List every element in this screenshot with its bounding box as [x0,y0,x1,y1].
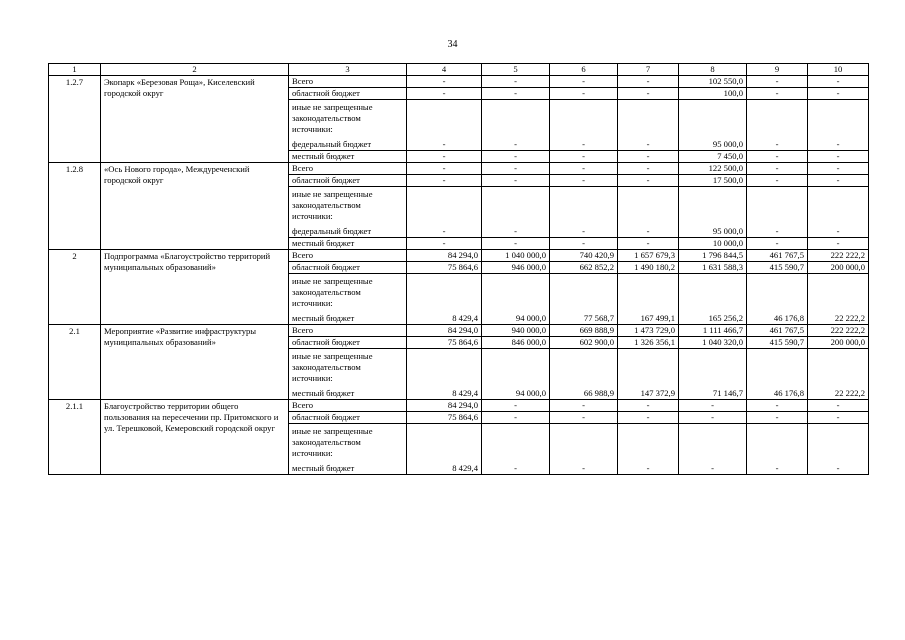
value-cell: 200 000,0 [808,262,869,274]
value-cell: - [808,238,869,250]
value-cell: - [747,400,808,412]
value-cell: - [679,400,747,412]
value-cell: 71 146,7 [679,349,747,400]
value-cell: - [407,238,482,250]
value-cell: - [747,100,808,151]
value-cell: - [618,76,679,88]
value-cell: - [808,412,869,424]
value-cell: 66 988,9 [550,349,618,400]
funding-source [289,424,407,475]
column-header: 2 [101,64,289,76]
value-cell: - [482,88,550,100]
column-header: 5 [482,64,550,76]
value-cell: 10 000,0 [679,238,747,250]
header-row [49,64,869,76]
funding-source: Всего [289,163,407,175]
value-cell: - [550,88,618,100]
value-cell: - [482,151,550,163]
value-cell: 147 372,9 [618,349,679,400]
value-cell: 222 222,2 [808,325,869,337]
funding-source: Всего [289,325,407,337]
value-cell: - [482,175,550,187]
value-cell: - [482,424,550,475]
funding-source-label: иные не запрещенные законодательством источники: [292,276,373,308]
value-cell: 8 429,4 [407,349,482,400]
table-row [49,163,869,175]
value-cell: - [618,88,679,100]
funding-source: областной бюджет [289,337,407,349]
value-cell: 1 657 679,3 [618,250,679,262]
column-header: 7 [618,64,679,76]
value-cell: 1 796 844,5 [679,250,747,262]
item-name: Подпрограмма «Благоустройство территорий муниципальных образований» [101,250,289,325]
value-cell: - [679,424,747,475]
column-header: 4 [407,64,482,76]
value-cell: - [550,238,618,250]
funding-source-label: иные не запрещенные законодательством источники: [292,351,373,383]
funding-source: областной бюджет [289,88,407,100]
value-cell: 1 040 000,0 [482,250,550,262]
value-cell: 1 473 729,0 [618,325,679,337]
funding-source-label: иные не запрещенные законодательством источники: [292,102,373,134]
value-cell: 602 900,0 [550,337,618,349]
value-cell: - [808,76,869,88]
value-cell: - [808,88,869,100]
value-cell: 84 294,0 [407,250,482,262]
value-cell: - [550,151,618,163]
funding-subsource-label: местный бюджет [292,388,355,398]
value-cell: 7 450,0 [679,151,747,163]
value-cell: 95 000,0 [679,100,747,151]
column-header: 10 [808,64,869,76]
value-cell: 22 222,2 [808,274,869,325]
value-cell: - [550,100,618,151]
value-cell: 200 000,0 [808,337,869,349]
funding-source: областной бюджет [289,175,407,187]
value-cell: 102 550,0 [679,76,747,88]
value-cell: - [482,187,550,238]
value-cell: 95 000,0 [679,187,747,238]
value-cell: - [808,187,869,238]
value-cell: - [747,151,808,163]
value-cell: 662 852,2 [550,262,618,274]
value-cell: 1 111 466,7 [679,325,747,337]
funding-source: областной бюджет [289,262,407,274]
table-row [49,250,869,262]
funding-source: Всего [289,400,407,412]
value-cell: - [808,400,869,412]
value-cell: 165 256,2 [679,274,747,325]
item-number: 2.1.1 [49,400,101,475]
table-row [49,325,869,337]
funding-subsource-label: федеральный бюджет [292,139,372,149]
value-cell: - [747,88,808,100]
value-cell: - [747,163,808,175]
value-cell: - [618,238,679,250]
value-cell: 77 568,7 [550,274,618,325]
value-cell: - [407,100,482,151]
value-cell: 415 590,7 [747,337,808,349]
value-cell: - [482,412,550,424]
item-name: Экопарк «Березовая Роща», Киселевский городской округ [101,76,289,163]
value-cell: - [618,100,679,151]
item-name: «Ось Нового города», Междуреченский городской округ [101,163,289,250]
funding-source: Всего [289,250,407,262]
value-cell: 669 888,9 [550,325,618,337]
value-cell: - [407,187,482,238]
value-cell: 946 000,0 [482,262,550,274]
value-cell: 1 631 588,3 [679,262,747,274]
value-cell: - [808,151,869,163]
value-cell: 461 767,5 [747,325,808,337]
value-cell: 94 000,0 [482,349,550,400]
value-cell: - [618,163,679,175]
item-number: 1.2.8 [49,163,101,250]
value-cell: 222 222,2 [808,250,869,262]
table-row [49,400,869,412]
value-cell: - [550,400,618,412]
value-cell: - [808,100,869,151]
value-cell: 1 040 320,0 [679,337,747,349]
value-cell: - [747,412,808,424]
column-header: 1 [49,64,101,76]
value-cell: - [550,163,618,175]
value-cell: 1 326 356,1 [618,337,679,349]
item-number: 1.2.7 [49,76,101,163]
value-cell: - [679,412,747,424]
value-cell: - [747,238,808,250]
column-header: 3 [289,64,407,76]
column-header: 6 [550,64,618,76]
value-cell: 940 000,0 [482,325,550,337]
value-cell: - [550,76,618,88]
funding-subsource-label: местный бюджет [292,313,355,323]
value-cell: 46 176,8 [747,274,808,325]
value-cell: 122 500,0 [679,163,747,175]
value-cell: - [407,151,482,163]
value-cell: 75 864,6 [407,412,482,424]
funding-source [289,187,407,238]
item-name: Благоустройство территории общего пользования на пересечении пр. Притомского и ул. Терешковой, Кемеровский городской округ [101,400,289,475]
value-cell: 100,0 [679,88,747,100]
value-cell: - [407,88,482,100]
value-cell: 46 176,8 [747,349,808,400]
value-cell: - [747,187,808,238]
value-cell: 75 864,6 [407,337,482,349]
value-cell: 17 500,0 [679,175,747,187]
value-cell: 167 499,1 [618,274,679,325]
value-cell: - [482,100,550,151]
funding-source-label: иные не запрещенные законодательством источники: [292,426,373,458]
value-cell: 846 000,0 [482,337,550,349]
value-cell: - [550,412,618,424]
value-cell: - [407,175,482,187]
value-cell: - [407,163,482,175]
funding-source [289,349,407,400]
funding-source [289,274,407,325]
item-name: Мероприятие «Развитие инфраструктуры муниципальных образований» [101,325,289,400]
value-cell: 94 000,0 [482,274,550,325]
value-cell: - [747,175,808,187]
value-cell: - [482,163,550,175]
value-cell: 740 420,9 [550,250,618,262]
value-cell: - [618,424,679,475]
budget-table [48,63,869,475]
value-cell: - [808,163,869,175]
funding-source: областной бюджет [289,412,407,424]
value-cell: 22 222,2 [808,349,869,400]
value-cell: - [550,424,618,475]
funding-subsource-label: федеральный бюджет [292,226,372,236]
value-cell: - [747,76,808,88]
funding-source-label: иные не запрещенные законодательством источники: [292,189,373,221]
table-row [49,76,869,88]
value-cell: 415 590,7 [747,262,808,274]
item-number: 2.1 [49,325,101,400]
value-cell: 84 294,0 [407,325,482,337]
column-header: 9 [747,64,808,76]
value-cell: - [618,175,679,187]
column-header: 8 [679,64,747,76]
funding-source [289,100,407,151]
value-cell: - [808,424,869,475]
value-cell: 461 767,5 [747,250,808,262]
value-cell: - [482,400,550,412]
value-cell: - [550,187,618,238]
funding-subsource-label: местный бюджет [292,463,355,473]
value-cell: - [407,76,482,88]
value-cell: 1 490 180,2 [618,262,679,274]
value-cell: - [808,175,869,187]
item-number: 2 [49,250,101,325]
value-cell: - [618,400,679,412]
funding-source: Всего [289,76,407,88]
value-cell: - [550,175,618,187]
value-cell: - [482,238,550,250]
value-cell: 8 429,4 [407,424,482,475]
funding-source: местный бюджет [289,151,407,163]
value-cell: 8 429,4 [407,274,482,325]
value-cell: - [482,76,550,88]
value-cell: 84 294,0 [407,400,482,412]
value-cell: - [747,424,808,475]
funding-source: местный бюджет [289,238,407,250]
value-cell: 75 864,6 [407,262,482,274]
value-cell: - [618,151,679,163]
value-cell: - [618,187,679,238]
page-number: 34 [447,39,458,50]
value-cell: - [618,412,679,424]
